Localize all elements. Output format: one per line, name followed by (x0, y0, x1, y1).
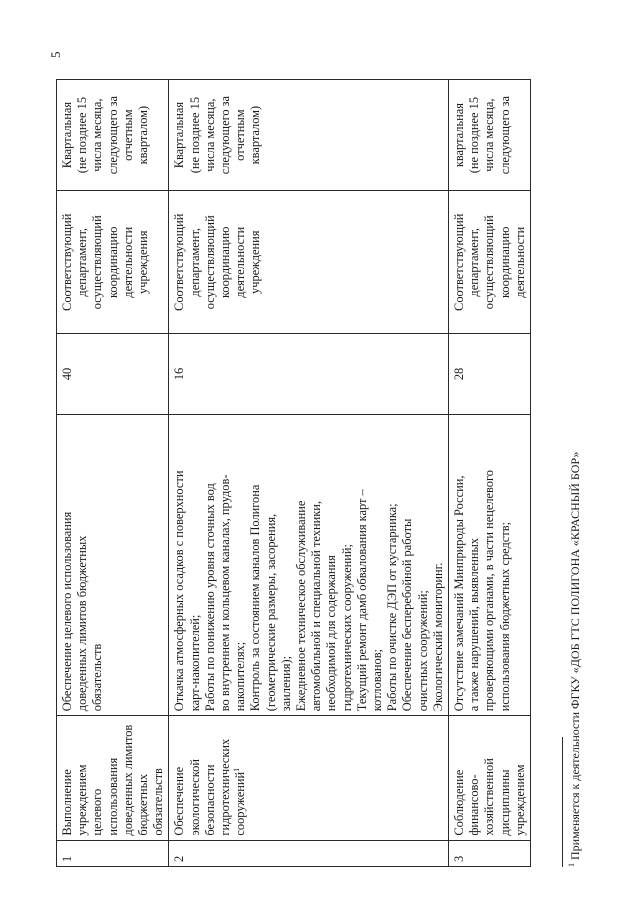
activities-cell-line: а также нарушений, выявленных (467, 538, 482, 712)
activities-cell-line: Ежедневное техническое обслуживание (294, 500, 309, 712)
period-cell-line: (не позднее 15 (467, 96, 482, 174)
activities-cell-line: Экологический мониторинг. (430, 562, 445, 712)
activities-cell-line: карт-накопителей; (187, 614, 202, 712)
direction-cell (57, 716, 169, 840)
table-row (169, 80, 449, 867)
direction-cell-line: Соблюдение финансово- (452, 769, 482, 836)
direction-cell (169, 716, 449, 840)
department-cell-line: осуществляющий (202, 215, 217, 310)
activities-cell-line: проверяющими органами, в части нецелевого (482, 470, 497, 712)
period-cell (169, 80, 449, 191)
direction-cell-line: Обеспечение (172, 766, 187, 836)
activities-cell-line: обязательств (90, 643, 105, 712)
period-cell-line: (не позднее 15 (187, 96, 202, 174)
activities-cell-line: Текущий ремонт дамб обвалования карт – (354, 489, 369, 712)
department-cell-line: осуществляющий (482, 215, 497, 310)
activities-cell (169, 414, 449, 716)
direction-cell (449, 716, 531, 840)
period-cell-line: следующего за (105, 95, 120, 175)
direction-cell-line: бюджетных обязательств (136, 768, 166, 836)
period-cell-line: Квартальная (60, 101, 74, 169)
period-cell-line: числа месяца, (482, 98, 497, 172)
period-cell-line: Квартальная (172, 101, 187, 169)
direction-cell-line: гидротехнических (218, 738, 233, 836)
direction-cell-line: учреждением (512, 764, 527, 836)
period-cell-line: числа месяца, (202, 98, 217, 172)
department-cell-line: Соответствующий (172, 213, 187, 311)
activities-cell-line: Контроль за состоянием каналов Полигона (248, 484, 263, 712)
indicators-table (56, 79, 531, 867)
department-cell-line: координацию деятельности (497, 226, 527, 298)
activities-cell-line: заиления); (278, 655, 293, 712)
activities-cell-line: автомобильной и специальной техники, (309, 501, 324, 712)
footnote (568, 452, 583, 867)
department-cell-line: осуществляющий (90, 215, 105, 310)
direction-cell-line: хозяйственной (482, 758, 497, 836)
direction-cell-line: учреждением целевого (75, 764, 105, 836)
period-cell (57, 80, 169, 191)
activities-cell (57, 414, 169, 716)
direction-cell-line: дисциплины (497, 769, 512, 836)
period-cell-line: кварталом) (248, 105, 263, 165)
department-cell-line: координацию деятельности (218, 226, 248, 298)
period-cell-line: числа месяца, (90, 98, 105, 172)
activities-cell-line: необходимой для содержания (324, 555, 339, 712)
department-cell-line: учреждения (248, 230, 263, 294)
department-cell-line: департамент, (467, 227, 482, 297)
weight-cell: 16 (169, 334, 449, 414)
department-cell-line: Соответствующий (60, 213, 74, 311)
activities-cell-line: использования бюджетных средств; (497, 521, 512, 712)
department-cell-line: координацию деятельности (105, 226, 135, 298)
activities-cell-line: гидротехнических сооружений; (339, 544, 354, 712)
row-number: 2 (169, 840, 449, 866)
activities-cell-line: (геометрические размеры, засорения, (263, 513, 278, 712)
activities-cell-line: Обеспечение целевого использования (60, 511, 74, 712)
period-cell-line: отчетным (233, 109, 248, 161)
direction-cell-line: Выполнение (60, 769, 74, 836)
row-number: 3 (449, 840, 531, 866)
activities-cell-line: Работы по очистке ДЭП от кустарника; (385, 503, 400, 712)
direction-cell-line: экологической (187, 759, 202, 836)
department-cell (57, 191, 169, 334)
department-cell-line: учреждения (136, 230, 151, 294)
activities-cell-line: Работы по понижению уровня сточных вод (202, 483, 217, 712)
table-row (449, 80, 531, 867)
period-cell-line: квартальная (452, 103, 467, 168)
activities-cell-line: накопителях; (233, 641, 248, 712)
activities-cell-line: очистных сооружений; (415, 590, 430, 712)
weight-cell: 28 (449, 334, 531, 414)
footnote-marker: 1 (567, 863, 576, 867)
direction-cell-line: использования (105, 757, 120, 836)
period-cell-line: следующего за (497, 95, 512, 175)
activities-cell-line: во внутреннем и кольцевом каналах, прудов- (218, 474, 233, 712)
activities-cell-line: Откачка атмосферных осадков с поверхности (172, 470, 187, 712)
period-cell-line: следующего за (218, 95, 233, 175)
direction-cell-line: сооружений (233, 771, 248, 836)
department-cell-line: Соответствующий (452, 213, 467, 311)
page-number: 5 (48, 51, 63, 58)
direction-cell-line: безопасности (202, 764, 217, 836)
activities-cell-line: котлованов; (370, 649, 385, 712)
footnote-text: Применяется к деятельности ФГКУ «ДОБ ГТС ПОЛИГОНА «КРАСНЫЙ БОР» (568, 451, 582, 863)
weight-cell: 40 (57, 334, 169, 414)
department-cell (169, 191, 449, 334)
activities-cell-line: Обеспечение бесперебойной работы (400, 518, 415, 712)
department-cell-line: департамент, (187, 227, 202, 297)
period-cell-line: отчетным (120, 109, 135, 161)
department-cell-line: департамент, (75, 227, 90, 297)
activities-cell-line: Отсутствие замечаний Минприроды России, (452, 475, 467, 712)
activities-cell (449, 414, 531, 716)
row-number: 1 (57, 840, 169, 866)
table-row (57, 80, 169, 867)
period-cell (449, 80, 531, 191)
department-cell (449, 191, 531, 334)
period-cell-line: кварталом) (136, 105, 151, 165)
footnote-reference: 1 (232, 767, 242, 772)
activities-cell-line: доведенных лимитов бюджетных (75, 535, 90, 712)
direction-cell-line: доведенных лимитов (120, 724, 135, 836)
footnote-divider (562, 737, 563, 867)
period-cell-line: (не позднее 15 (75, 96, 90, 174)
